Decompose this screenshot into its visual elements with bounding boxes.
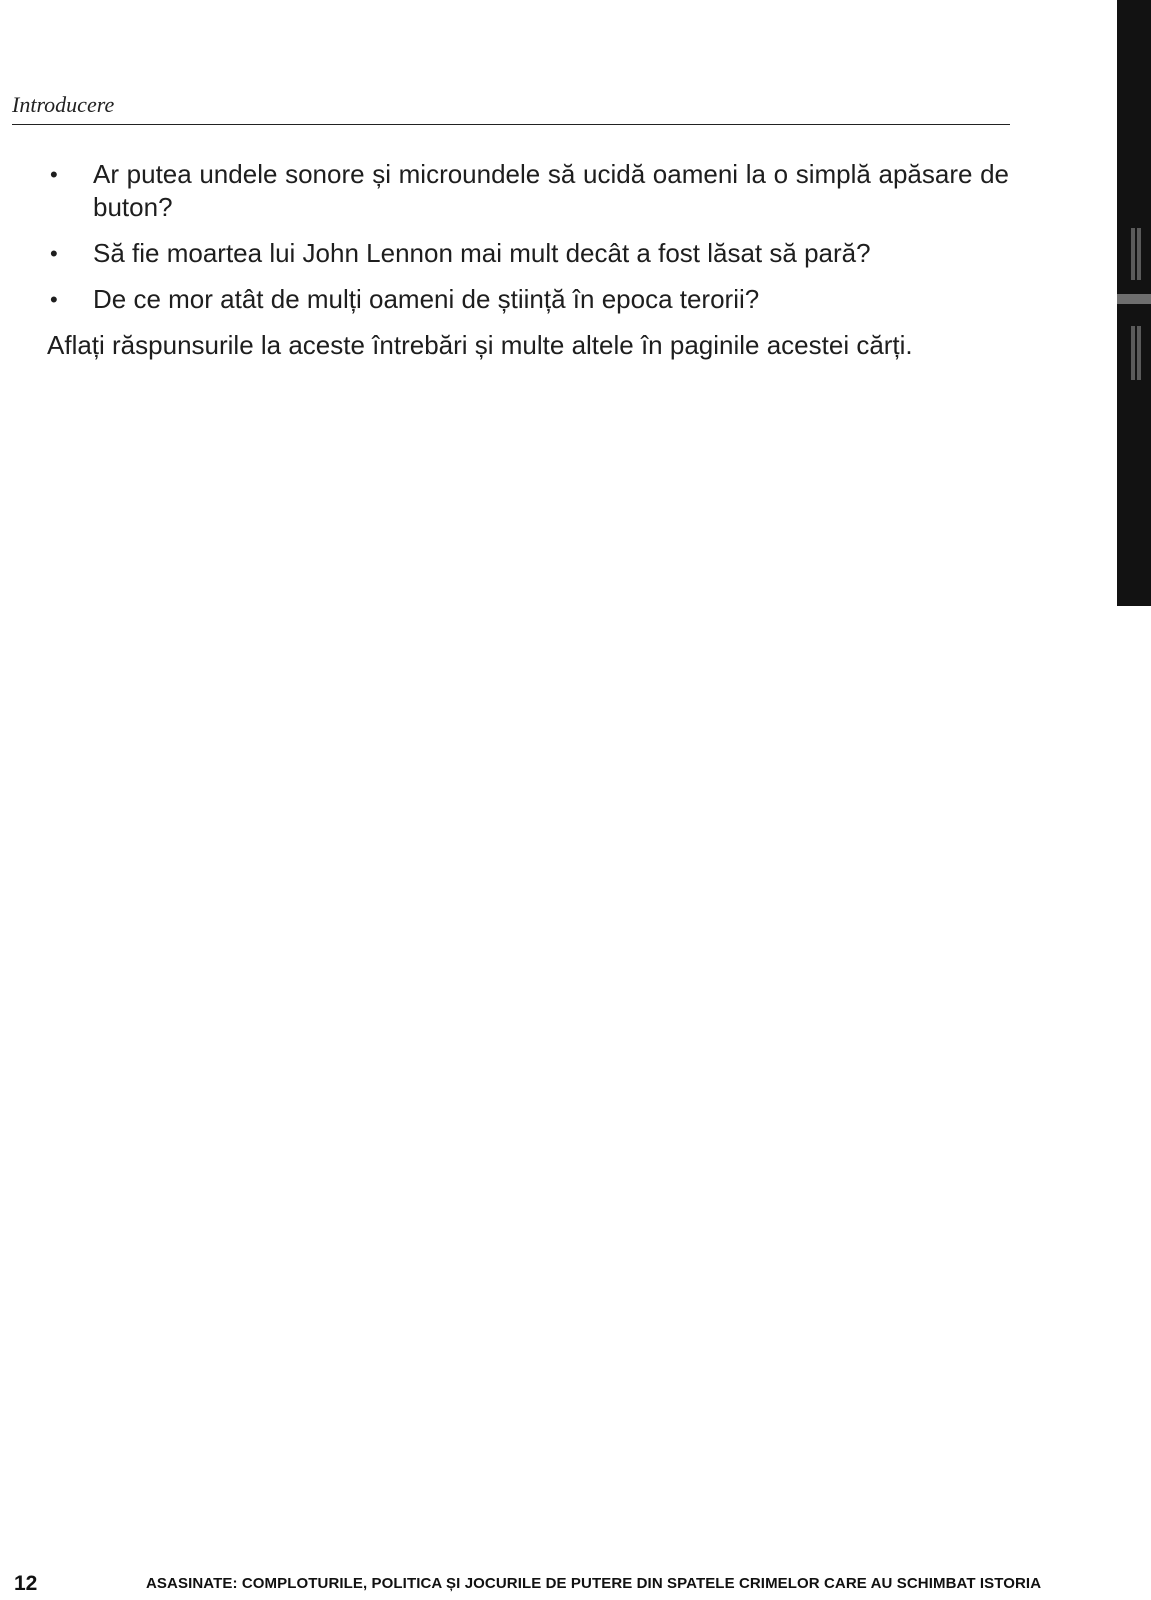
closing-paragraph: Aflați răspunsurile la aceste întrebări și multe altele în paginile acestei cărți. xyxy=(47,330,913,360)
thumb-tab-divider xyxy=(1117,294,1151,304)
list-item xyxy=(47,158,1009,224)
bullet-icon: • xyxy=(50,287,58,312)
list-item xyxy=(47,237,1009,270)
list-item xyxy=(47,283,1009,316)
list-item-text: Să fie moartea lui John Lennon mai mult decât a fost lăsat să pară? xyxy=(93,238,871,268)
question-list xyxy=(47,158,1009,316)
running-header-title: Introducere xyxy=(12,92,115,117)
list-item-text: De ce mor atât de mulți oameni de știință în epoca terorii? xyxy=(93,284,760,314)
running-footer-title: ASASINATE: COMPLOTURILE, POLITICA ȘI JOCURILE DE PUTERE DIN SPATELE CRIMELOR CARE AU SCHIMBAT ISTORIA xyxy=(146,1575,1042,1592)
list-item-text: Ar putea undele sonore și microundele să ucidă oameni la o simplă apăsare de buton? xyxy=(93,159,1009,222)
page-body xyxy=(47,158,1009,362)
page-number: 12 xyxy=(14,1572,38,1595)
thumb-tab-mark xyxy=(1131,228,1135,280)
thumb-tab-mark xyxy=(1137,228,1141,280)
thumb-tab-mark xyxy=(1137,326,1141,380)
header-rule xyxy=(12,124,1010,125)
bullet-icon: • xyxy=(50,162,58,187)
thumb-tab-mark xyxy=(1131,326,1135,380)
bullet-icon: • xyxy=(50,241,58,266)
